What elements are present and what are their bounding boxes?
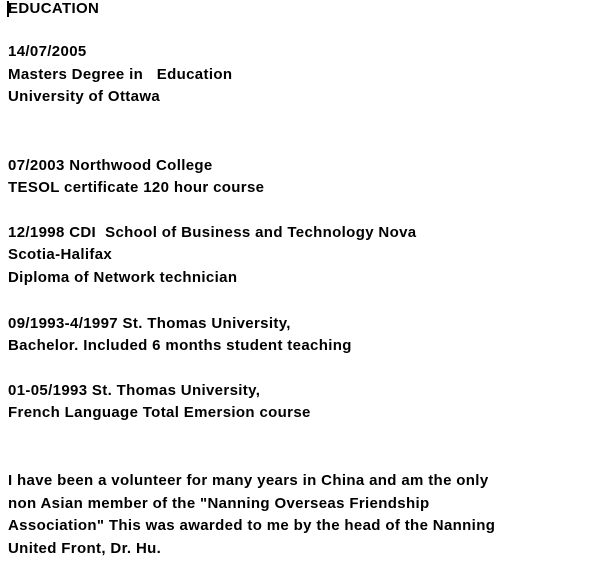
entry-program: Bachelor. Included 6 months student teaching: [8, 337, 352, 354]
paragraph-line: non Asian member of the "Nanning Overseas Friendship: [8, 495, 430, 512]
paragraph-line: I have been a volunteer for many years in China and am the only: [8, 472, 489, 489]
paragraph-line: United Front, Dr. Hu.: [8, 540, 162, 557]
entry-date-institution: 07/2003 Northwood College: [8, 157, 213, 174]
entry-program: French Language Total Emersion course: [8, 404, 311, 421]
paragraph-line: Association" This was awarded to me by the head of the Nanning: [8, 517, 496, 534]
entry-degree: Masters Degree in Education: [8, 66, 233, 83]
entry-date-institution: 01-05/1993 St. Thomas University,: [8, 382, 261, 399]
entry-date: 14/07/2005: [8, 43, 87, 60]
entry-program: Diploma of Network technician: [8, 269, 238, 286]
entry-institution: University of Ottawa: [8, 88, 161, 105]
entry-date-institution: 09/1993-4/1997 St. Thomas University,: [8, 315, 291, 332]
entry-location: Scotia-Halifax: [8, 246, 113, 263]
entry-program: TESOL certificate 120 hour course: [8, 179, 265, 196]
entry-date-institution: 12/1998 CDI School of Business and Technology Nova: [8, 224, 417, 241]
section-heading: EDUCATION: [8, 0, 100, 17]
